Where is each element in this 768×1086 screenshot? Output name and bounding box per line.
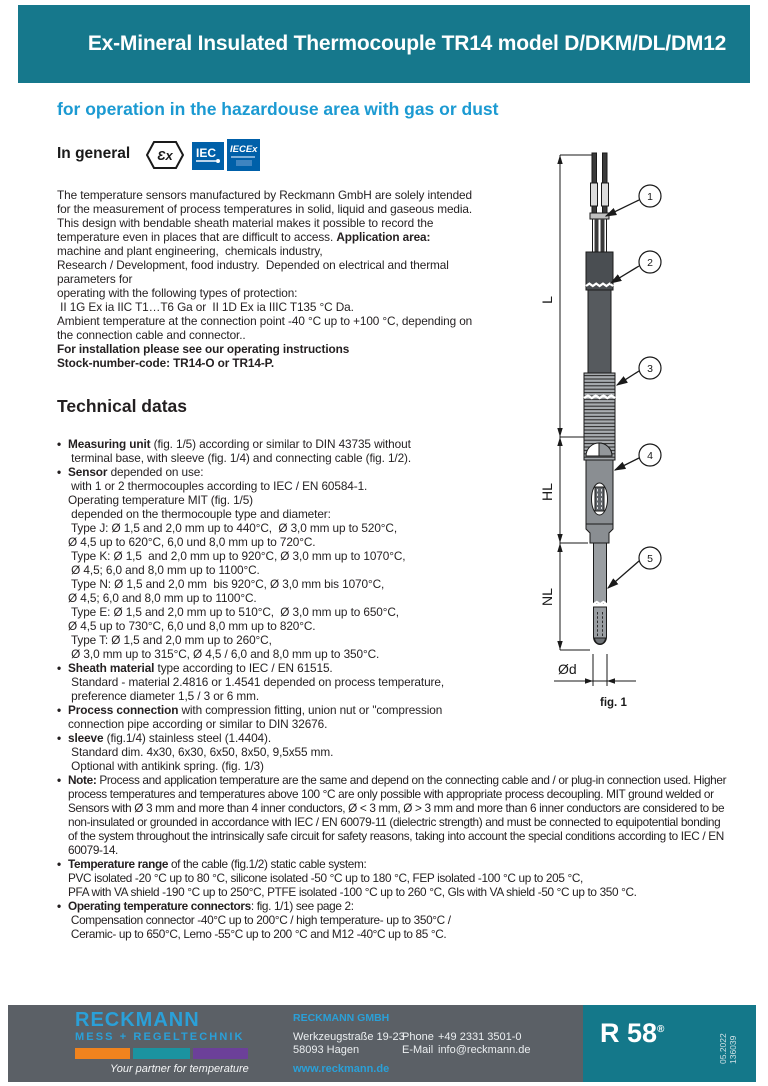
text-line: Ø 3,0 mm up to 315°C, Ø 4,5 / 6,0 and 8,0 mm up to 350°C. — [68, 647, 380, 661]
callout-5: 5 — [647, 553, 653, 565]
text-line: PFA with VA shield -190 °C up to 250°C, PTFE isolated -100 °C up to 260 °C, Gls with VA shield -50 °C up to 350 °C. — [68, 885, 637, 899]
text-line: operating with the following types of protection: — [57, 286, 298, 300]
text-line: Process connection with compression fitting, union nut or "compression — [68, 703, 443, 717]
reckmann-logo-subline: MESS + REGELTECHNIK — [75, 1031, 245, 1043]
footer-website-link[interactable]: www.reckmann.de — [293, 1063, 390, 1075]
text-line: For installation please see our operating instructions — [57, 342, 350, 356]
svg-text:IECEx: IECEx — [230, 144, 258, 155]
footer-company-name: RECKMANN GMBH — [293, 1012, 390, 1024]
text-line: non-insulated or grounded in accordance with IEC / EN 60079-11 (dielectric strength) and must be connected to equipotential bonding — [68, 815, 721, 829]
text-line: with 1 or 2 thermocouples according to IEC / EN 60584-1. — [68, 479, 368, 493]
bullet-item — [57, 731, 757, 773]
text-line: Stock-number-code: TR14-O or TR14-P. — [57, 356, 275, 370]
text-line: preference diameter 1,5 / 3 or 6 mm. — [68, 689, 260, 703]
text-line: for the measurement of process temperatures in solid, liquid and gaseous media. — [57, 202, 473, 216]
text-line: Type T: Ø 1,5 and 2,0 mm up to 260°C, — [68, 633, 272, 647]
text-line: Ø 4,5; 6,0 and 8,0 mm up to 1100°C. — [68, 563, 260, 577]
atex-ex-icon — [146, 141, 184, 169]
text-line: II 1G Ex ia IIC T1…T6 Ga or II 1D Ex ia IIIC T135 °C Da. — [57, 300, 354, 314]
bullet-item — [57, 773, 757, 857]
iec-logo-icon — [192, 142, 224, 170]
callout-3: 3 — [647, 363, 653, 375]
text-line: parameters for — [57, 272, 133, 286]
text-line: This design with bendable sheath material makes it possible to record the — [57, 216, 434, 230]
bullet-dot: • — [57, 731, 62, 745]
text-line: connection pipe according or similar to DIN 32676. — [68, 717, 328, 731]
doc-date: 05.2022 — [718, 1033, 728, 1064]
text-line: Type E: Ø 1,5 and 2,0 mm up to 510°C, Ø 3,0 mm up to 650°C, — [68, 605, 399, 619]
bullet-dot: • — [57, 661, 62, 675]
dim-label-diameter: Ød — [558, 661, 577, 677]
dim-label-nl: NL — [539, 588, 555, 606]
bullet-item — [57, 899, 757, 941]
text-line: 60079-14. — [68, 843, 118, 857]
logo-bar-teal — [133, 1048, 190, 1059]
figure-caption: fig. 1 — [600, 697, 627, 709]
callout-circles — [639, 185, 661, 569]
footer-phone-number: +49 2331 3501-0 — [438, 1031, 522, 1043]
doc-number: 136039 — [728, 1035, 738, 1064]
text-line: Ambient temperature at the connection point -40 °C up to +100 °C, depending on — [57, 314, 473, 328]
subtitle: for operation in the hazardouse area with gas or dust — [57, 99, 499, 119]
logo-bar-orange — [75, 1048, 130, 1059]
dim-label-hl: HL — [539, 483, 555, 501]
text-line: Note: Process and application temperature are the same and depend on the connecting cable and / or plug-in connection used. Higher — [68, 773, 727, 787]
text-line: Temperature range of the cable (fig.1/2) static cable system: — [68, 857, 367, 871]
text-line: Type J: Ø 1,5 and 2,0 mm up to 440°C, Ø 3,0 mm up to 520°C, — [68, 521, 398, 535]
probe-drawing — [584, 153, 615, 645]
text-line: sleeve (fig.1/4) stainless steel (1.4404). — [68, 731, 272, 745]
header-band — [18, 5, 750, 83]
bullet-item — [57, 857, 757, 899]
text-line: Measuring unit (fig. 1/5) according or similar to DIN 43735 without — [68, 437, 411, 451]
text-line: Ø 4,5; 6,0 and 8,0 mm up to 1100°C. — [68, 591, 257, 605]
page-title: Ex-Mineral Insulated Thermocouple TR14 model D/DKM/DL/DM12 — [87, 32, 727, 55]
reckmann-logo: RECKMANN — [75, 1009, 200, 1031]
text-line: Sensor depended on use: — [68, 465, 204, 479]
text-line: Type N: Ø 1,5 and 2,0 mm bis 920°C, Ø 3,0 mm bis 1070°C, — [68, 577, 385, 591]
footer-address-city: 58093 Hagen — [293, 1044, 360, 1056]
text-line: Ø 4,5 up to 730°C, 6,0 und 8,0 mm up to 820°C. — [68, 619, 316, 633]
footer-email-label: E-Mail — [402, 1044, 434, 1056]
footer-email-address[interactable]: info@reckmann.de — [438, 1044, 531, 1056]
text-line: Operating temperature connectors: fig. 1/1) see page 2: — [68, 899, 354, 913]
text-line: Sheath material type according to IEC / EN 61515. — [68, 661, 333, 675]
text-line: PVC isolated -20 °C up to 80 °C, silicone isolated -50 °C up to 180 °C, FEP isolated -100 °C up to 205 °C, — [68, 871, 583, 885]
iecex-logo-icon — [227, 139, 260, 171]
text-line: the connection cable and connector.. — [57, 328, 246, 342]
footer-address-street: Werkzeugstraße 19-23 — [293, 1031, 405, 1043]
bullet-dot: • — [57, 437, 62, 451]
text-line: Standard - material 2.4816 or 1.4541 depended on process temperature, — [68, 675, 444, 689]
intro-paragraph — [57, 188, 472, 370]
text-line: terminal base, with sleeve (fig. 1/4) and connecting cable (fig. 1/2). — [68, 451, 412, 465]
r58-mark: R 58® — [600, 1018, 665, 1048]
text-line: machine and plant engineering, chemicals industry, — [57, 244, 323, 258]
text-line: Ø 4,5 up to 620°C, 6,0 und 8,0 mm up to 720°C. — [68, 535, 316, 549]
text-line: The temperature sensors manufactured by Reckmann GmbH are solely intended — [57, 188, 472, 202]
text-line: Ceramic- up to 650°C, Lemo -55°C up to 200 °C and M12 -40°C up to 85 °C. — [68, 927, 447, 941]
callout-4: 4 — [647, 450, 653, 462]
bullet-dot: • — [57, 465, 62, 479]
callout-1: 1 — [647, 191, 653, 203]
technical-datas-heading: Technical datas — [57, 396, 188, 416]
registered-symbol: ® — [657, 1024, 665, 1035]
text-line: depended on the thermocouple type and diameter: — [68, 507, 331, 521]
text-line: process temperatures and temperatures above 100 °C are only possible with appropriate process decoupling. MIT ground welded or — [68, 787, 714, 801]
in-general-label: In general — [57, 145, 131, 162]
text-line: Optional with antikink spring. (fig. 1/3) — [68, 759, 264, 773]
text-line: Standard dim. 4x30, 6x30, 6x50, 8x50, 9,5x55 mm. — [68, 745, 334, 759]
text-line: Compensation connector -40°C up to 200°C / high temperature- up to 350°C / — [68, 913, 451, 927]
bullet-dot: • — [57, 703, 62, 717]
dim-label-l: L — [539, 296, 555, 304]
text-line: Sensors with Ø 3 mm and more than 4 inner conductors, Ø < 3 mm, Ø > 3 mm and more than 6 inner conductors are considered to be — [68, 801, 725, 815]
text-line: Research / Development, food industry. Depended on electrical and thermal — [57, 258, 449, 272]
text-line: of the system throughout the intrinsically safe circuit for safety reasons, taking into account the special conditions according to IEC / EN — [68, 829, 724, 843]
svg-text:IEC: IEC — [196, 146, 217, 160]
text-line: temperature even in places that are difficult to access. Application area: — [57, 230, 431, 244]
callout-2: 2 — [647, 257, 653, 269]
bullet-dot: • — [57, 773, 62, 787]
text-line: Type K: Ø 1,5 and 2,0 mm up to 920°C, Ø 3,0 mm up to 1070°C, — [68, 549, 406, 563]
doc-revision-vertical-text — [718, 1020, 738, 1064]
text-line: Operating temperature MIT (fig. 1/5) — [68, 493, 254, 507]
logo-bar-purple — [193, 1048, 248, 1059]
thermocouple-figure — [518, 140, 768, 720]
logo-tagline: Your partner for temperature — [110, 1063, 249, 1075]
bullet-dot: • — [57, 857, 62, 871]
footer-phone-label: Phone — [402, 1031, 434, 1043]
bullet-dot: • — [57, 899, 62, 913]
svg-text:Ɛx: Ɛx — [157, 148, 173, 163]
